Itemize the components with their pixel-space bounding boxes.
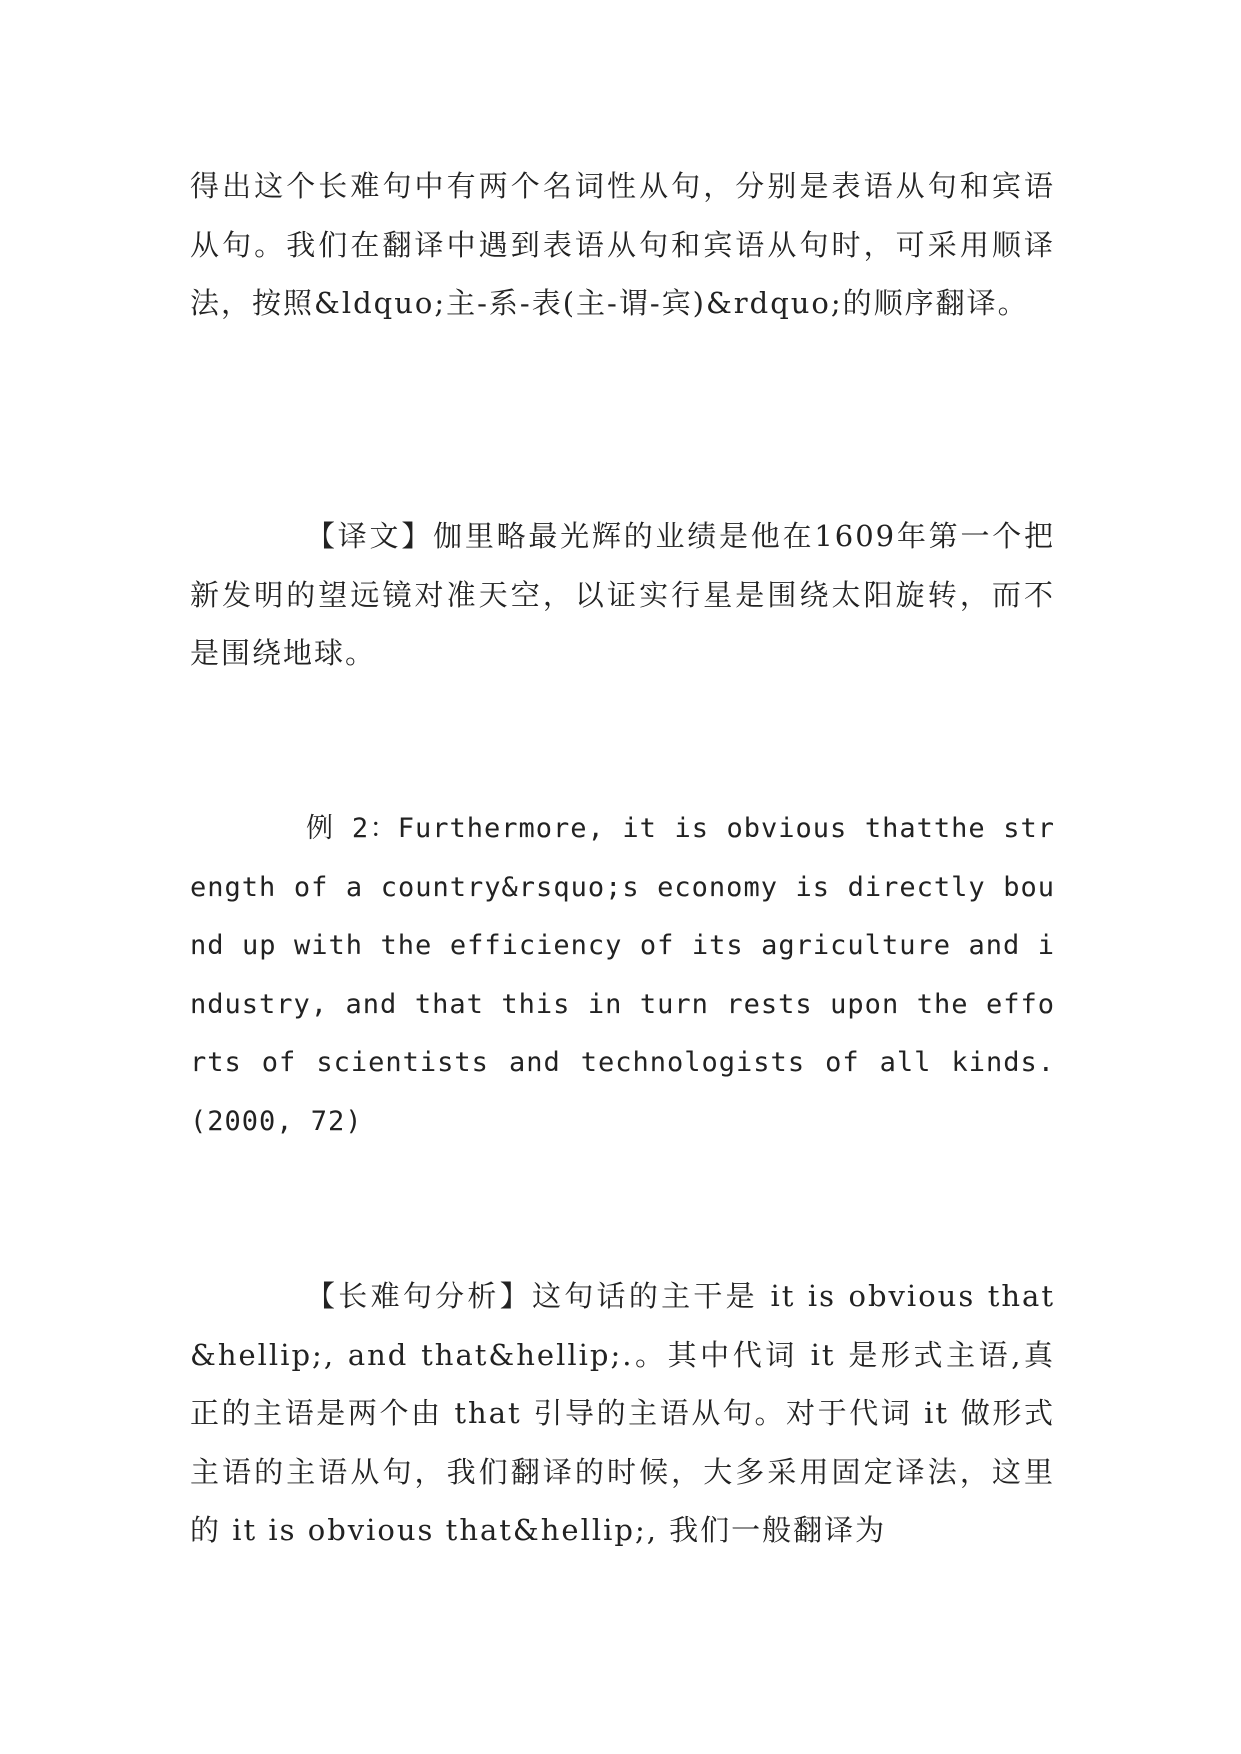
paragraph-translation: 【译文】伽里略最光辉的业绩是他在1609年第一个把新发明的望远镜对准天空，以证实行星是围绕太阳旋转，而不是围绕地球。 <box>190 519 1055 670</box>
paragraph-example-2: 例 2：Furthermore, it is obvious thatthe strength of a country&rsquo;s economy is directly bound up with the efficiency of its agriculture and industry, and that this in turn rests upon the efforts of scientists and technologists of all kinds.(2000, 72) <box>190 813 1055 1137</box>
paragraph-long-sentence-analysis: 【长难句分析】这句话的主干是 it is obvious that&hellip;, and that&hellip;.。其中代词 it 是形式主语,真正的主语是两个由 that 引导的主语从句。对于代词 it 做形式主语的主语从句，我们翻译的时候，大多采用固定译法，这里的 it is obvious that&hellip;, 我们一般翻译为 <box>190 1279 1055 1547</box>
paragraph-analysis-translation-method: 得出这个长难句中有两个名词性从句，分别是表语从句和宾语从句。我们在翻译中遇到表语从句和宾语从句时，可采用顺译法，按照&ldquo;主-系-表(主-谓-宾)&rdquo;的顺序翻译。 <box>190 169 1055 320</box>
